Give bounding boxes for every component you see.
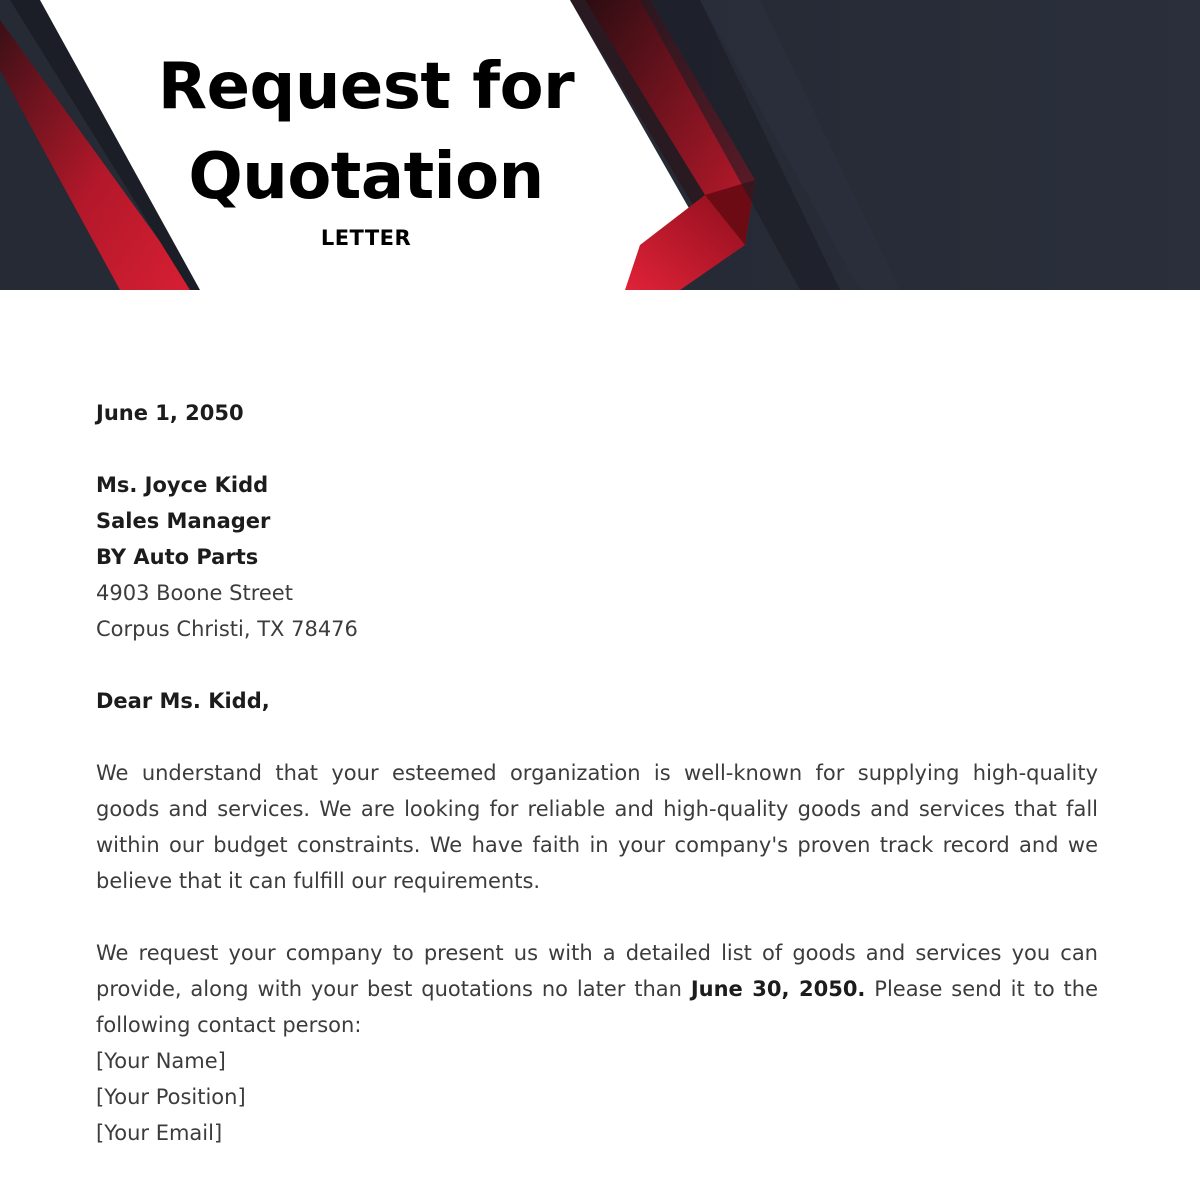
recipient-company: BY Auto Parts (96, 545, 259, 569)
recipient-street: 4903 Boone Street (96, 581, 293, 605)
letter-body (96, 395, 1098, 1151)
spacer (96, 899, 1098, 935)
contact-name: [Your Name] (96, 1049, 226, 1073)
spacer (96, 647, 1098, 683)
contact-position: [Your Position] (96, 1085, 246, 1109)
paragraph-2-text-a: We request your company to present us with a detailed list of goods and services you can provide, along with your best quotations no later than (96, 941, 1098, 1001)
letter-header-banner (0, 0, 1200, 290)
contact-block (96, 1043, 1098, 1151)
paragraph-1: We understand that your esteemed organization is well-known for supplying high-quality goods and services. We are looking for reliable and high-quality goods and services that fall within our budget constraints. We have faith in your company's proven track record and we believe that it can fulfill our requirements. (96, 761, 1098, 893)
title-line-1: Request for (157, 50, 575, 124)
paragraph-2-text-b: Please send it to the following contact person: (96, 977, 1098, 1037)
recipient-city: Corpus Christi, TX 78476 (96, 617, 358, 641)
spacer (96, 719, 1098, 755)
spacer (96, 431, 1098, 467)
contact-email: [Your Email] (96, 1121, 223, 1145)
page-subtitle: LETTER (320, 226, 412, 250)
salutation: Dear Ms. Kidd, (96, 689, 270, 713)
recipient-title: Sales Manager (96, 509, 271, 533)
page-title (96, 42, 636, 222)
paragraph-2 (96, 935, 1098, 1043)
letter-date: June 1, 2050 (96, 401, 244, 425)
deadline-date: June 30, 2050. (690, 977, 866, 1001)
title-line-2: Quotation (188, 140, 544, 214)
recipient-name: Ms. Joyce Kidd (96, 473, 269, 497)
recipient-block (96, 467, 1098, 647)
